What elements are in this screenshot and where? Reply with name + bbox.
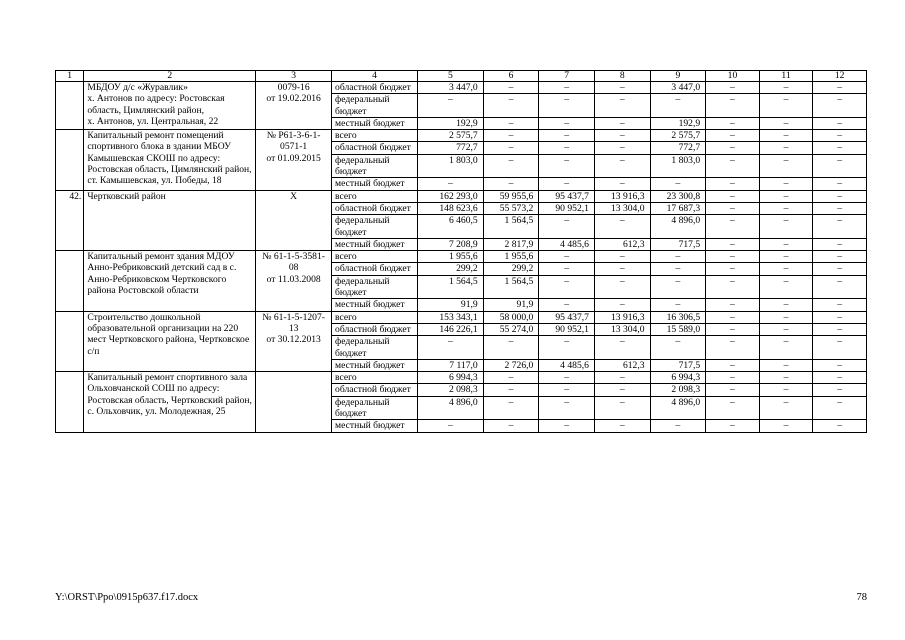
- value-cell: –: [483, 130, 539, 142]
- value-cell: –: [759, 275, 813, 299]
- funding-source: федеральный бюджет: [332, 336, 418, 360]
- value-cell: –: [539, 215, 595, 239]
- funding-source: всего: [332, 130, 418, 142]
- value-cell: –: [759, 372, 813, 384]
- value-cell: –: [418, 420, 484, 432]
- value-cell: 1 564,5: [418, 275, 484, 299]
- value-cell: –: [813, 251, 867, 263]
- value-cell: –: [706, 336, 760, 360]
- row-number: [56, 372, 84, 432]
- funding-source: местный бюджет: [332, 178, 418, 190]
- funding-source: всего: [332, 251, 418, 263]
- value-cell: 1 803,0: [650, 154, 706, 178]
- value-cell: 2 726,0: [483, 359, 539, 371]
- column-header: 12: [813, 71, 867, 82]
- value-cell: –: [539, 384, 595, 396]
- value-cell: –: [759, 359, 813, 371]
- value-cell: –: [706, 154, 760, 178]
- value-cell: –: [759, 142, 813, 154]
- value-cell: –: [759, 154, 813, 178]
- value-cell: –: [539, 142, 595, 154]
- value-cell: –: [539, 251, 595, 263]
- header-row: [56, 71, 867, 82]
- table-body: [56, 82, 867, 433]
- value-cell: –: [594, 299, 650, 311]
- value-cell: –: [813, 117, 867, 129]
- object-name: Капитальный ремонт помещений спортивного блока в здании МБОУ Камышевская СКОШ по адресу: Ростовская область, Цимлянский район, ст. Камышевская, ул. Победы, 18: [84, 130, 256, 190]
- value-cell: 6 460,5: [418, 215, 484, 239]
- value-cell: 299,2: [483, 263, 539, 275]
- column-header: 9: [650, 71, 706, 82]
- value-cell: –: [483, 117, 539, 129]
- funding-source: федеральный бюджет: [332, 396, 418, 420]
- value-cell: –: [813, 299, 867, 311]
- column-header: 2: [84, 71, 256, 82]
- value-cell: –: [539, 130, 595, 142]
- value-cell: –: [813, 420, 867, 432]
- value-cell: –: [706, 190, 760, 202]
- value-cell: –: [706, 420, 760, 432]
- value-cell: –: [594, 130, 650, 142]
- value-cell: 2 575,7: [418, 130, 484, 142]
- value-cell: –: [759, 190, 813, 202]
- row-number: [56, 251, 84, 311]
- table-row: [56, 82, 867, 94]
- value-cell: –: [813, 263, 867, 275]
- value-cell: –: [594, 384, 650, 396]
- value-cell: 612,3: [594, 238, 650, 250]
- value-cell: –: [594, 251, 650, 263]
- value-cell: –: [594, 178, 650, 190]
- value-cell: –: [813, 323, 867, 335]
- value-cell: –: [759, 130, 813, 142]
- value-cell: –: [759, 202, 813, 214]
- value-cell: –: [759, 299, 813, 311]
- object-name: Чертковский район: [84, 190, 256, 250]
- funding-source: федеральный бюджет: [332, 275, 418, 299]
- value-cell: –: [483, 82, 539, 94]
- table-row: [56, 130, 867, 142]
- value-cell: 148 623,6: [418, 202, 484, 214]
- page-number: 78: [856, 592, 867, 603]
- value-cell: –: [706, 323, 760, 335]
- value-cell: –: [706, 251, 760, 263]
- value-cell: –: [483, 94, 539, 118]
- funding-source: областной бюджет: [332, 202, 418, 214]
- file-path: Y:\ORST\Ppo\0915p637.f17.docx: [55, 592, 199, 603]
- value-cell: 59 955,6: [483, 190, 539, 202]
- value-cell: –: [759, 263, 813, 275]
- value-cell: –: [483, 372, 539, 384]
- value-cell: –: [594, 154, 650, 178]
- value-cell: 91,9: [418, 299, 484, 311]
- value-cell: –: [706, 396, 760, 420]
- funding-source: всего: [332, 311, 418, 323]
- funding-source: всего: [332, 190, 418, 202]
- value-cell: –: [418, 178, 484, 190]
- value-cell: 55 274,0: [483, 323, 539, 335]
- value-cell: –: [759, 311, 813, 323]
- value-cell: –: [706, 130, 760, 142]
- value-cell: 4 896,0: [650, 215, 706, 239]
- funding-source: местный бюджет: [332, 117, 418, 129]
- value-cell: –: [813, 359, 867, 371]
- value-cell: –: [539, 299, 595, 311]
- value-cell: 772,7: [650, 142, 706, 154]
- value-cell: –: [594, 82, 650, 94]
- value-cell: 3 447,0: [650, 82, 706, 94]
- value-cell: –: [594, 372, 650, 384]
- value-cell: –: [813, 94, 867, 118]
- value-cell: –: [539, 82, 595, 94]
- value-cell: –: [483, 396, 539, 420]
- value-cell: –: [539, 336, 595, 360]
- value-cell: –: [813, 215, 867, 239]
- value-cell: –: [813, 130, 867, 142]
- value-cell: 13 304,0: [594, 323, 650, 335]
- row-number: [56, 130, 84, 190]
- value-cell: –: [759, 251, 813, 263]
- table-row: [56, 190, 867, 202]
- value-cell: –: [706, 263, 760, 275]
- value-cell: –: [594, 263, 650, 275]
- value-cell: 58 000,0: [483, 311, 539, 323]
- value-cell: –: [594, 396, 650, 420]
- value-cell: –: [418, 336, 484, 360]
- value-cell: 1 955,6: [483, 251, 539, 263]
- value-cell: –: [813, 190, 867, 202]
- object-name: Капитальный ремонт спортивного зала Ольховчанской СОШ по адресу: Ростовская область, Чертковский район, с. Ольховчик, ул. Молодежная, 25: [84, 372, 256, 432]
- value-cell: –: [539, 178, 595, 190]
- funding-source: всего: [332, 372, 418, 384]
- value-cell: –: [813, 154, 867, 178]
- budget-table: [55, 70, 867, 433]
- row-number: [56, 82, 84, 130]
- value-cell: 3 447,0: [418, 82, 484, 94]
- document-ref: 0079-16 от 19.02.2016: [256, 82, 332, 130]
- value-cell: –: [539, 94, 595, 118]
- value-cell: –: [759, 178, 813, 190]
- value-cell: 7 208,9: [418, 238, 484, 250]
- value-cell: –: [483, 384, 539, 396]
- value-cell: 2 098,3: [418, 384, 484, 396]
- value-cell: –: [706, 311, 760, 323]
- value-cell: 16 306,5: [650, 311, 706, 323]
- value-cell: 2 575,7: [650, 130, 706, 142]
- value-cell: 717,5: [650, 359, 706, 371]
- value-cell: 1 564,5: [483, 215, 539, 239]
- document-ref: № 61-1-5-1207-13 от 30.12.2013: [256, 311, 332, 371]
- value-cell: –: [706, 117, 760, 129]
- value-cell: 153 343,1: [418, 311, 484, 323]
- value-cell: 772,7: [418, 142, 484, 154]
- value-cell: –: [650, 336, 706, 360]
- value-cell: –: [706, 299, 760, 311]
- row-number: [56, 311, 84, 371]
- value-cell: 4 896,0: [650, 396, 706, 420]
- value-cell: –: [706, 94, 760, 118]
- value-cell: –: [483, 336, 539, 360]
- object-name: Строительство дошкольной образовательной организации на 220 мест Чертковского района, Чертковское с/п: [84, 311, 256, 371]
- funding-source: областной бюджет: [332, 384, 418, 396]
- object-name: Капитальный ремонт здания МДОУ Анно-Ребриковский детский сад в с. Анно-Ребриковском Чертковского района Ростовской области: [84, 251, 256, 311]
- row-number: 42.: [56, 190, 84, 250]
- column-header: 6: [483, 71, 539, 82]
- value-cell: –: [706, 359, 760, 371]
- funding-source: местный бюджет: [332, 238, 418, 250]
- value-cell: –: [650, 251, 706, 263]
- value-cell: –: [594, 117, 650, 129]
- value-cell: –: [759, 238, 813, 250]
- value-cell: –: [759, 215, 813, 239]
- value-cell: 17 687,3: [650, 202, 706, 214]
- value-cell: –: [813, 311, 867, 323]
- value-cell: –: [483, 178, 539, 190]
- value-cell: –: [759, 384, 813, 396]
- value-cell: –: [813, 142, 867, 154]
- funding-source: местный бюджет: [332, 299, 418, 311]
- value-cell: –: [650, 263, 706, 275]
- value-cell: –: [706, 384, 760, 396]
- value-cell: 2 098,3: [650, 384, 706, 396]
- value-cell: –: [706, 142, 760, 154]
- value-cell: 4 485,6: [539, 238, 595, 250]
- value-cell: 15 589,0: [650, 323, 706, 335]
- value-cell: 717,5: [650, 238, 706, 250]
- value-cell: 95 437,7: [539, 190, 595, 202]
- column-header: 11: [759, 71, 813, 82]
- value-cell: –: [650, 178, 706, 190]
- value-cell: –: [706, 372, 760, 384]
- value-cell: –: [594, 142, 650, 154]
- value-cell: 4 896,0: [418, 396, 484, 420]
- value-cell: –: [759, 82, 813, 94]
- value-cell: –: [539, 396, 595, 420]
- value-cell: –: [539, 275, 595, 299]
- value-cell: 1 564,5: [483, 275, 539, 299]
- table-row: [56, 372, 867, 384]
- value-cell: –: [759, 94, 813, 118]
- value-cell: 23 300,8: [650, 190, 706, 202]
- value-cell: –: [759, 323, 813, 335]
- value-cell: –: [813, 336, 867, 360]
- value-cell: –: [813, 384, 867, 396]
- value-cell: –: [483, 420, 539, 432]
- value-cell: 55 573,2: [483, 202, 539, 214]
- column-header: 3: [256, 71, 332, 82]
- value-cell: –: [483, 142, 539, 154]
- value-cell: 299,2: [418, 263, 484, 275]
- value-cell: –: [594, 94, 650, 118]
- funding-source: федеральный бюджет: [332, 94, 418, 118]
- value-cell: –: [706, 202, 760, 214]
- value-cell: –: [759, 396, 813, 420]
- column-header: 8: [594, 71, 650, 82]
- value-cell: 192,9: [650, 117, 706, 129]
- funding-source: областной бюджет: [332, 323, 418, 335]
- table-row: [56, 251, 867, 263]
- value-cell: –: [594, 215, 650, 239]
- value-cell: –: [594, 336, 650, 360]
- value-cell: –: [539, 154, 595, 178]
- value-cell: –: [539, 117, 595, 129]
- column-header: 7: [539, 71, 595, 82]
- value-cell: 13 304,0: [594, 202, 650, 214]
- value-cell: –: [706, 178, 760, 190]
- value-cell: –: [813, 238, 867, 250]
- value-cell: –: [759, 336, 813, 360]
- value-cell: 90 952,1: [539, 323, 595, 335]
- column-header: 10: [706, 71, 760, 82]
- value-cell: –: [650, 299, 706, 311]
- value-cell: –: [759, 117, 813, 129]
- value-cell: –: [706, 238, 760, 250]
- value-cell: –: [813, 396, 867, 420]
- value-cell: 90 952,1: [539, 202, 595, 214]
- document-ref: № Р61-3-6-1-0571-1 от 01.09.2015: [256, 130, 332, 190]
- value-cell: –: [650, 420, 706, 432]
- value-cell: –: [539, 372, 595, 384]
- value-cell: –: [539, 420, 595, 432]
- value-cell: 162 293,0: [418, 190, 484, 202]
- value-cell: –: [759, 420, 813, 432]
- value-cell: 192,9: [418, 117, 484, 129]
- value-cell: –: [706, 82, 760, 94]
- value-cell: 2 817,9: [483, 238, 539, 250]
- value-cell: –: [539, 263, 595, 275]
- document-ref: [256, 372, 332, 432]
- value-cell: 95 437,7: [539, 311, 595, 323]
- value-cell: 1 955,6: [418, 251, 484, 263]
- value-cell: 13 916,3: [594, 190, 650, 202]
- object-name: МБДОУ д/с «Журавлик» х. Антонов по адресу: Ростовская область, Цимлянский район, х. Антонов, ул. Центральная, 22: [84, 82, 256, 130]
- value-cell: –: [706, 215, 760, 239]
- value-cell: 4 485,6: [539, 359, 595, 371]
- document-ref: № 61-1-5-3581-08 от 11.03.2008: [256, 251, 332, 311]
- funding-source: федеральный бюджет: [332, 215, 418, 239]
- funding-source: областной бюджет: [332, 263, 418, 275]
- value-cell: 612,3: [594, 359, 650, 371]
- funding-source: местный бюджет: [332, 359, 418, 371]
- document-ref: Х: [256, 190, 332, 250]
- value-cell: –: [813, 178, 867, 190]
- value-cell: 91,9: [483, 299, 539, 311]
- value-cell: –: [813, 275, 867, 299]
- value-cell: –: [813, 82, 867, 94]
- value-cell: –: [594, 420, 650, 432]
- value-cell: 1 803,0: [418, 154, 484, 178]
- value-cell: 6 994,3: [650, 372, 706, 384]
- funding-source: федеральный бюджет: [332, 154, 418, 178]
- column-header: 4: [332, 71, 418, 82]
- value-cell: 6 994,3: [418, 372, 484, 384]
- value-cell: –: [706, 275, 760, 299]
- value-cell: –: [813, 202, 867, 214]
- value-cell: 7 117,0: [418, 359, 484, 371]
- table-row: [56, 311, 867, 323]
- value-cell: 13 916,3: [594, 311, 650, 323]
- value-cell: –: [650, 94, 706, 118]
- value-cell: –: [813, 372, 867, 384]
- value-cell: –: [418, 94, 484, 118]
- value-cell: –: [650, 275, 706, 299]
- value-cell: –: [483, 154, 539, 178]
- funding-source: областной бюджет: [332, 82, 418, 94]
- value-cell: –: [594, 275, 650, 299]
- value-cell: 146 226,1: [418, 323, 484, 335]
- column-header: 1: [56, 71, 84, 82]
- column-header: 5: [418, 71, 484, 82]
- funding-source: местный бюджет: [332, 420, 418, 432]
- funding-source: областной бюджет: [332, 142, 418, 154]
